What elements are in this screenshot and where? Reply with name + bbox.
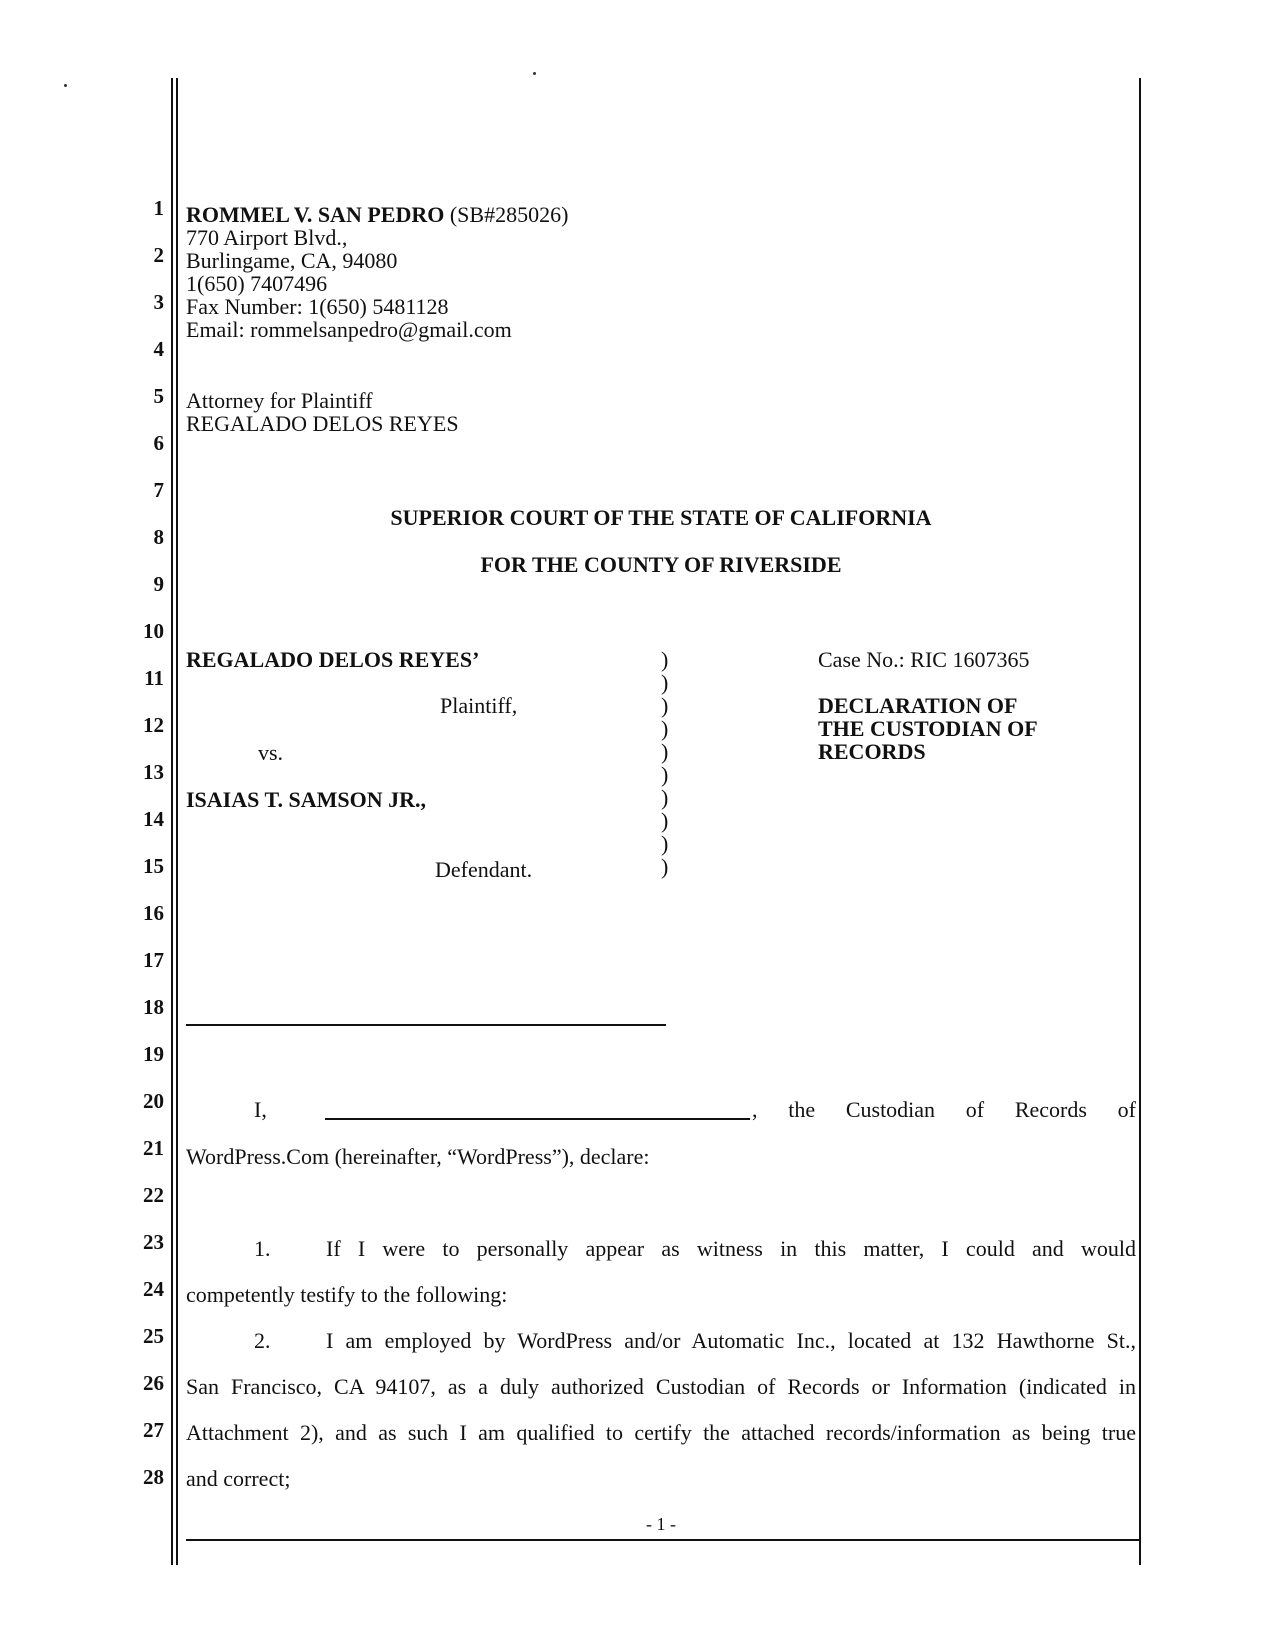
line-number: 25 xyxy=(143,1324,164,1348)
caption-paren: ) xyxy=(661,716,669,741)
intro-line2: WordPress.Com (hereinafter, “WordPress”), declare: xyxy=(186,1144,650,1169)
line-number: 6 xyxy=(153,431,164,455)
attorney-email: Email: rommelsanpedro@gmail.com xyxy=(186,317,512,342)
versus: vs. xyxy=(258,740,284,765)
caption-parentheses xyxy=(661,648,668,878)
right-margin-rule xyxy=(1139,78,1141,1565)
attorney-name: ROMMEL V. SAN PEDRO xyxy=(186,202,445,227)
line-number: 15 xyxy=(143,854,164,878)
intro-i: I, xyxy=(254,1097,267,1122)
line-number: 26 xyxy=(143,1371,164,1395)
line-number: 22 xyxy=(143,1183,164,1207)
line-number: 2 xyxy=(153,243,164,267)
document-title-line2: THE CUSTODIAN OF xyxy=(818,716,1038,741)
caption-paren: ) xyxy=(661,647,669,672)
line-number: 17 xyxy=(143,948,164,972)
line-number: 23 xyxy=(143,1230,164,1254)
line-number: 12 xyxy=(143,713,164,737)
scan-speck xyxy=(533,72,536,75)
scan-speck xyxy=(64,84,67,87)
line-number: 11 xyxy=(144,666,164,690)
line-number: 1 xyxy=(153,196,164,220)
line-number: 13 xyxy=(143,760,164,784)
caption-paren: ) xyxy=(661,693,669,718)
defendant-name: ISAIAS T. SAMSON JR., xyxy=(186,787,427,812)
plaintiff-name: REGALADO DELOS REYES’ xyxy=(186,647,480,672)
court-county: FOR THE COUNTY OF RIVERSIDE xyxy=(480,552,842,577)
caption-paren: ) xyxy=(661,762,669,787)
attorney-phone: 1(650) 7407496 xyxy=(186,271,328,296)
attorney-address-line2: Burlingame, CA, 94080 xyxy=(186,248,398,273)
footer-rule xyxy=(186,1539,1140,1541)
caption-paren: ) xyxy=(661,785,669,810)
paragraph-1-number: 1. xyxy=(254,1236,271,1261)
line-number: 20 xyxy=(143,1089,164,1113)
line-number: 21 xyxy=(143,1136,164,1160)
line-number: 19 xyxy=(143,1042,164,1066)
document-title-line3: RECORDS xyxy=(818,739,926,764)
page-number: - 1 - xyxy=(646,1514,676,1534)
court-name: SUPERIOR COURT OF THE STATE OF CALIFORNIA xyxy=(390,505,932,530)
left-margin-rule-outer xyxy=(171,78,173,1565)
line-number: 14 xyxy=(143,807,164,831)
caption-paren: ) xyxy=(661,831,669,856)
paragraph-2-number: 2. xyxy=(254,1328,271,1353)
intro-rest: , the Custodian of Records of xyxy=(752,1097,1136,1122)
line-number: 8 xyxy=(153,525,164,549)
line-number: 5 xyxy=(153,384,164,408)
paragraph-2-line4: and correct; xyxy=(186,1466,291,1491)
attorney-fax: Fax Number: 1(650) 5481128 xyxy=(186,294,449,319)
attorney-role: Attorney for Plaintiff xyxy=(186,388,373,413)
attorney-address-line1: 770 Airport Blvd., xyxy=(186,225,348,250)
line-number: 10 xyxy=(143,619,164,643)
line-number: 7 xyxy=(153,478,164,502)
paragraph-2-line1: I am employed by WordPress and/or Automatic Inc., located at 132 Hawthorne St., xyxy=(326,1328,1136,1353)
line-number: 16 xyxy=(143,901,164,925)
line-number: 9 xyxy=(153,572,164,596)
caption-paren: ) xyxy=(661,854,669,879)
line-number: 18 xyxy=(143,995,164,1019)
paragraph-2-line3: Attachment 2), and as such I am qualified to certify the attached records/information as being true xyxy=(186,1420,1136,1445)
line-number: 24 xyxy=(143,1277,164,1301)
document-title-line1: DECLARATION OF xyxy=(818,693,1018,718)
line-number: 4 xyxy=(153,337,164,361)
paragraph-1-line1: If I were to personally appear as witness in this matter, I could and would xyxy=(326,1236,1136,1261)
attorney-client: REGALADO DELOS REYES xyxy=(186,411,459,436)
left-margin-rule-inner xyxy=(176,78,178,1565)
attorney-name-line xyxy=(186,203,568,226)
caption-paren: ) xyxy=(661,670,669,695)
caption-paren: ) xyxy=(661,808,669,833)
plaintiff-label: Plaintiff, xyxy=(440,693,518,718)
paragraph-1-line2: competently testify to the following: xyxy=(186,1282,508,1307)
line-number: 28 xyxy=(143,1465,164,1489)
defendant-label: Defendant. xyxy=(435,857,533,882)
paragraph-2-line2: San Francisco, CA 94107, as a duly authorized Custodian of Records or Information (indicated in xyxy=(186,1374,1136,1399)
attorney-bar-number: (SB#285026) xyxy=(444,202,569,227)
name-blank xyxy=(325,1096,750,1120)
line-number: 27 xyxy=(143,1418,164,1442)
case-number: Case No.: RIC 1607365 xyxy=(818,647,1030,672)
caption-divider xyxy=(186,1024,666,1026)
caption-paren: ) xyxy=(661,739,669,764)
line-number: 3 xyxy=(153,290,164,314)
